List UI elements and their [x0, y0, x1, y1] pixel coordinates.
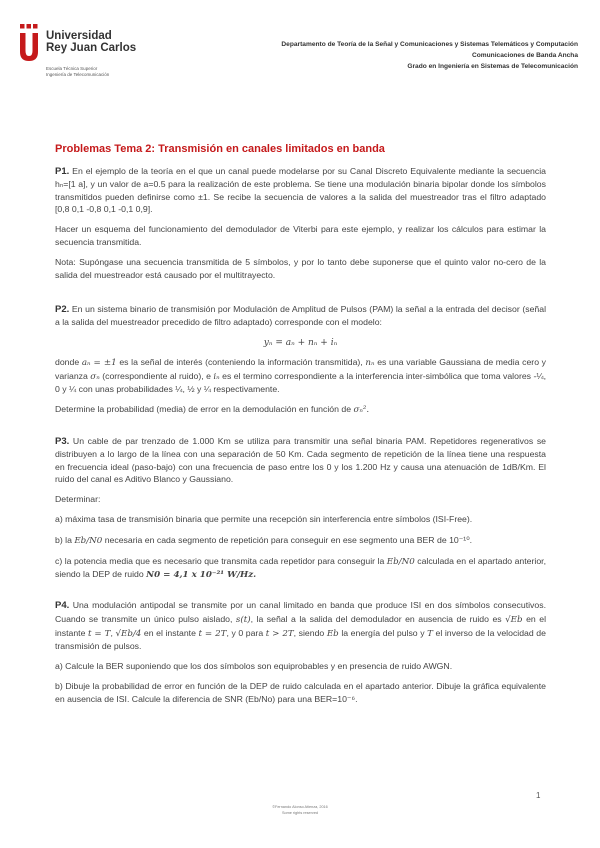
problem-note: Nota: Supóngase una secuencia transmitida de 5 símbolos, y por lo tanto debe suponerse que el quinto valor no-cero de la salida del muestreador está causado por el multitrayecto. [55, 257, 546, 280]
math-term: σₙ [90, 371, 100, 382]
problem-1 [55, 165, 546, 282]
problem-text: En un sistema binario de transmisión por Modulación de Amplitud de Pulsos (PAM) la señal a la entrada del decisor (señal a la salida del muestreador precedido de filtro adaptado) corresponde con el modelo: [55, 303, 546, 328]
math-term: √Eb [505, 614, 523, 625]
math-term: t = T [88, 628, 111, 639]
university-logo [18, 24, 138, 84]
math-term: iₙ [213, 371, 220, 382]
math-term: s(t) [235, 614, 251, 625]
license-notice: ©Fernando Alonso Atienza, 2016 Some rights reserved [272, 805, 328, 815]
problem-label: P4. [55, 600, 70, 612]
math-term: T [427, 628, 433, 639]
subheading: Determinar: [55, 494, 101, 505]
question-b: b) la Eb/N0 necesaria en cada segmento de repetición para conseguir en ese segmento una BER de 10⁻¹⁰. [55, 534, 473, 546]
department-header [158, 39, 578, 72]
problem-label: P3. [55, 435, 70, 447]
problem-label: P2. [55, 303, 70, 315]
problem-4: P4. Una modulación antipodal se transmite por un canal limitado en banda que produce ISI en dos símbolos consecutivos. Cuando se transmite un único pulso aislado, s(t), la señal a la salida del demodulador en ausencia de ruido es √Eb en el instante t = T, √Eb/4 en el instante t = 2T, y 0 para t > 2T, siendo Eb la energía del pulso y T el inverso de la velocidad de transmisión de pulsos. a) Calcule la BER suponiendo que los dos símbolos son equiprobables y en presencia de ruido AWGN. b) Dibuje la probabilidad de error en función de la DEP de ruido calculada en el apartado anterior. Dibuje la gráfica equivalente en ausencia de ISI. Calcule la diferencia de SNR (Eb/No) para una BER=10⁻⁶. [55, 600, 547, 704]
math-term: t = 2T [198, 628, 227, 639]
math-term: Eb/N0 [386, 556, 415, 567]
problem-2: P2. En un sistema binario de transmisión por Modulación de Amplitud de Pulsos (PAM) la señal a la entrada del decisor (señal a la salida del muestreador precedido de filtro adaptado) corresponde con el modelo: yₙ = aₙ + nₙ + iₙ donde aₙ = ±1 es la señal de interés (conteniendo la información transmitida), nₙ es una variable Gaussiana de media cero y varianza σₙ (correspondiente al ruido), e iₙ es el termino correspondiente a la interferencia inter-simbólica que toma valores -¼, 0 y ¼ con unas probabilidades ¼, ½ y ¼ respectivamente. Determine la probabilidad (media) de error en la demodulación en función de σₙ². [55, 303, 547, 416]
equation: yₙ = aₙ + nₙ + iₙ [263, 337, 338, 348]
math-term: σₙ². [353, 405, 370, 416]
math-term: √Eb/4 [115, 628, 142, 639]
math-term: Eb [326, 628, 339, 639]
math-term: Eb/N0 [74, 535, 103, 546]
university-name: Universidad Rey Juan Carlos [46, 30, 137, 54]
math-term: N0 = 4,1 x 10⁻²¹ W/Hz. [146, 570, 257, 581]
page-number: 1 [536, 791, 541, 800]
page-title: Problemas Tema 2: Transmisión en canales limitados en banda [55, 143, 385, 155]
question-a: a) máxima tasa de transmisión binaria que permite una recepción sin interferencia entre símbolos (ISI-Free). [55, 514, 473, 525]
problem-3 [55, 435, 546, 582]
document-body [55, 143, 546, 713]
school-name: Escuela Técnica Superior Ingeniería de Telecomunicación [46, 66, 110, 77]
math-term: t > 2T [265, 628, 294, 639]
math-term: nₙ [365, 358, 375, 369]
problem-label: P1. [55, 165, 70, 177]
problem-text: En el ejemplo de la teoría en el que un canal puede modelarse por su Canal Discreto Equivalente mediante la secuencia hₙ=[1 a], y un valor de a=0.5 para la realización de este problema. Se tiene una modulación binaria bipolar donde los símbolos transmitidos pueden definirse como ±1. Se recibe la secuencia de valores a la salida del muestreador tras el filtro adaptado [0,8 0,1 -0,8 0,1 -0,1 0,9]. [55, 165, 546, 215]
question-c: c) la potencia media que es necesario que transmita cada repetidor para conseguir la Eb/N0 calculada en el apartado anterior, siendo la DEP de ruido N0 = 4,1 x 10⁻²¹ W/Hz. [55, 555, 546, 581]
question-b: b) Dibuje la probabilidad de error en función de la DEP de ruido calculada en el apartado anterior. Dibuje la gráfica equivalente en ausencia de ISI. Calcule la diferencia de SNR (Eb/No) para una BER=10⁻⁶. [55, 681, 546, 704]
problem-text: Hacer un esquema del funcionamiento del demodulador de Viterbi para este ejemplo, y realizar los cálculos para estimar la secuencia transmitida. [55, 224, 546, 248]
urjc-logo-icon [18, 24, 40, 62]
department-line: Departamento de Teoría de la Señal y Comunicaciones y Sistemas Telemáticos y Computación [281, 41, 578, 48]
degree-line: Grado en Ingeniería en Sistemas de Telecomunicación [407, 63, 578, 70]
course-line: Comunicaciones de Banda Ancha [471, 52, 578, 59]
problem-text: Un cable de par trenzado de 1.000 Km se utiliza para transmitir una señal binaria PAM. Repetidores regenerativos se distribuyen a lo largo de la línea con una separación de 50 Km. Cada segmento de repetición de la línea tiene una respuesta en frecuencia ideal (paso-bajo) con una frecuencia de paso entre los 0 y los 1.200 Hz y causa una atenuación de 1dB/Km. El ruido del canal es Aditivo Blanco y Gaussiano. [55, 435, 546, 485]
math-term: aₙ = ±1 [81, 358, 117, 369]
question-a: a) Calcule la BER suponiendo que los dos símbolos son equiprobables y en presencia de ruido AWGN. [55, 661, 453, 672]
